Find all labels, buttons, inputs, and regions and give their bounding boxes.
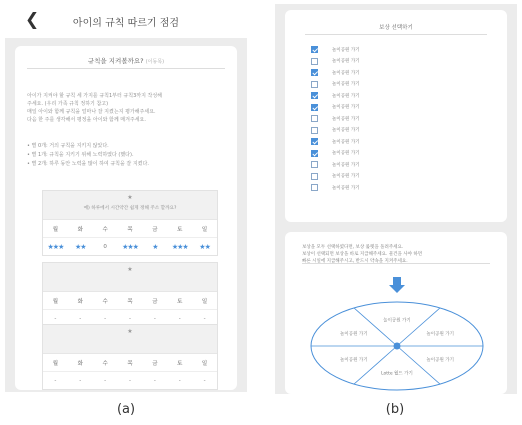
divider — [302, 263, 490, 264]
weekday-label: 목 — [127, 298, 133, 305]
reward-option[interactable] — [311, 56, 360, 68]
reward-option[interactable] — [311, 113, 360, 125]
instruction-line: 아이가 지켜야 할 규칙 세 가지를 규칙1부터 규칙3까지 작성해 — [27, 93, 162, 99]
weekly-rating-table — [42, 262, 218, 328]
weekday-label: 월 — [52, 360, 59, 367]
weekday-label: 월 — [52, 298, 59, 305]
checkbox-icon[interactable] — [311, 81, 318, 88]
rating-cell[interactable]: ★★★ — [122, 242, 138, 251]
wheel-segment-label: 놀이공원 가기 — [340, 331, 368, 337]
page-title: 아이의 규칙 따르기 점검 — [72, 18, 180, 29]
reward-option-label: 놀이공원 가기 — [332, 151, 360, 157]
wheel-segment-label: 놀이공원 가기 — [426, 358, 454, 364]
question-note: (이동목) — [145, 59, 165, 65]
reward-option-label: 놀이공원 가기 — [332, 162, 360, 168]
back-arrow-icon[interactable]: ❮ — [25, 10, 40, 30]
screen-b — [275, 4, 517, 394]
roulette-instructions — [302, 244, 482, 265]
rating-cell[interactable]: - — [203, 315, 206, 322]
rating-guide-item: • 별 0개: 거의 규칙을 지키지 않았다. — [27, 142, 217, 151]
divider — [27, 68, 225, 69]
rating-cell[interactable]: - — [104, 315, 107, 322]
rating-cell[interactable]: - — [79, 315, 82, 322]
rating-cell[interactable]: - — [104, 377, 107, 384]
rating-guide-item: • 별 1개: 규칙을 지키기 위해 노력하였다 (했다). — [27, 151, 217, 160]
checked-checkbox-icon[interactable] — [311, 104, 318, 111]
rating-row — [43, 238, 217, 255]
checkbox-icon[interactable] — [311, 58, 318, 65]
rating-cell[interactable]: - — [129, 377, 131, 384]
rating-cell[interactable]: ★★ — [75, 242, 86, 251]
checked-checkbox-icon[interactable] — [311, 92, 318, 99]
checkbox-icon[interactable] — [311, 115, 318, 122]
rating-cell[interactable]: - — [54, 377, 57, 384]
weekday-row — [43, 220, 217, 238]
reward-option[interactable] — [311, 182, 360, 194]
reward-option-label: 놀이공원 가기 — [332, 59, 360, 65]
screen-a — [5, 4, 247, 394]
rule-header — [43, 191, 217, 220]
caption-b: (b) — [385, 402, 405, 417]
reward-option[interactable] — [311, 159, 360, 171]
weekday-label: 화 — [77, 298, 83, 305]
checked-checkbox-icon[interactable] — [311, 138, 318, 145]
instruction-line: 매일 아이와 함께 규칙을 얼마나 잘 지켰는지 평가해주세요. — [27, 109, 156, 115]
weekday-label: 화 — [77, 226, 83, 233]
divider — [305, 34, 487, 35]
checkbox-icon[interactable] — [311, 127, 318, 134]
weekday-label: 토 — [177, 226, 183, 233]
reward-option[interactable] — [311, 171, 360, 183]
checkbox-icon[interactable] — [311, 161, 318, 168]
reward-roulette-wheel[interactable] — [303, 274, 491, 392]
weekday-label: 목 — [127, 360, 133, 367]
reward-option-label: 놀이공원 가기 — [332, 174, 360, 180]
rating-cell[interactable]: ★ — [152, 242, 158, 251]
star-icon: ★ — [127, 194, 133, 201]
reward-option[interactable] — [311, 125, 360, 137]
weekday-label: 수 — [102, 360, 108, 367]
reward-option-label: 놀이공원 가기 — [332, 70, 360, 76]
rating-cell[interactable]: - — [129, 315, 131, 322]
reward-option-label: 놀이공원 가기 — [332, 47, 360, 53]
reward-option[interactable] — [311, 44, 360, 56]
reward-option[interactable] — [311, 136, 360, 148]
question-text: 규칙을 지켜볼까요? — [87, 57, 144, 65]
wheel-segment-label: 놀이공원 가기 — [426, 331, 454, 337]
weekday-label: 금 — [152, 298, 158, 305]
reward-list — [311, 44, 360, 194]
next-card — [5, 392, 247, 396]
rating-guide — [27, 142, 217, 169]
roulette-instruction-line: 보상을 모두 선택하였다면, 보상 룰렛을 돌려주세요. — [302, 245, 404, 250]
checkbox-icon[interactable] — [311, 173, 318, 180]
app-header — [5, 4, 247, 38]
rating-cell[interactable]: 0 — [103, 243, 107, 250]
checkbox-icon[interactable] — [311, 184, 318, 191]
reward-option-label: 놀이공원 가기 — [332, 185, 360, 191]
weekday-label: 목 — [127, 226, 133, 233]
reward-option-label: 놀이공원 가기 — [332, 105, 360, 111]
roulette-instruction-line: 보상이 선택되면 보상을 바로 지급해주세요. 물건을 사야 하면 — [302, 252, 423, 257]
weekday-row — [43, 354, 217, 372]
roulette-instruction-line: 빠른 시일에 지급해주시고, 반드시 약속을 지켜주세요. — [302, 259, 408, 264]
instruction-line: 다음 한 주를 생각해서 평정을 아이와 함께 매겨주세요. — [27, 117, 146, 123]
caption-a: (a) — [116, 402, 136, 417]
checked-checkbox-icon[interactable] — [311, 69, 318, 76]
checked-checkbox-icon[interactable] — [311, 150, 318, 157]
weekday-label: 수 — [102, 298, 108, 305]
rating-cell[interactable]: - — [54, 315, 57, 322]
rating-cell[interactable]: - — [79, 377, 82, 384]
wheel-hub — [394, 343, 401, 350]
rating-row — [43, 372, 217, 389]
rating-cell[interactable]: ★★★ — [171, 242, 188, 251]
instruction-line: 주세요. (우리 가족 규칙 정하기 참고) — [27, 101, 109, 107]
rating-cell[interactable]: - — [178, 377, 181, 384]
weekday-label: 일 — [201, 226, 208, 233]
weekday-label: 월 — [52, 226, 59, 233]
rule-text[interactable]: 예) 하루에서 시간약간 쉽게 정해 주소 할까요? — [83, 206, 177, 211]
weekday-row — [43, 292, 217, 310]
reward-option-label: 놀이공원 가기 — [332, 116, 360, 122]
reward-option[interactable] — [311, 67, 360, 79]
rule-header — [43, 325, 217, 354]
reward-option[interactable] — [311, 148, 360, 160]
arrow-down-icon — [389, 277, 405, 293]
question-title — [15, 56, 237, 65]
reward-option-label: 놀이공원 가기 — [332, 139, 360, 145]
weekday-label: 일 — [201, 298, 208, 305]
rating-cell[interactable]: - — [153, 377, 156, 384]
weekly-rating-table — [42, 324, 218, 390]
wheel-segment-label: 놀이공원 가기 — [383, 318, 411, 324]
rating-guide-item: • 별 2개: 하루 동안 노력을 많이 하여 규칙을 잘 지켰다. — [27, 160, 217, 169]
rule-header — [43, 263, 217, 292]
weekday-label: 금 — [152, 226, 158, 233]
wheel-segment-label: 놀이공원 가기 — [340, 358, 368, 364]
weekday-label: 화 — [77, 360, 83, 367]
rating-cell[interactable]: - — [178, 315, 181, 322]
weekly-rating-table — [42, 190, 218, 256]
weekday-label: 토 — [177, 360, 183, 367]
weekday-label: 일 — [201, 360, 208, 367]
wheel-segment-label: Lotte 월드 가기 — [381, 371, 413, 377]
star-icon: ★ — [127, 266, 133, 273]
reward-select-title: 보상 선택하기 — [379, 25, 413, 31]
reward-option[interactable] — [311, 102, 360, 114]
weekday-label: 토 — [177, 298, 183, 305]
reward-option-label: 놀이공원 가기 — [332, 82, 360, 88]
reward-option[interactable] — [311, 90, 360, 102]
weekday-label: 수 — [102, 226, 108, 233]
rating-cell[interactable]: ★★ — [199, 242, 210, 251]
reward-option[interactable] — [311, 79, 360, 91]
rating-cell[interactable]: - — [153, 315, 156, 322]
reward-option-label: 놀이공원 가기 — [332, 128, 360, 134]
rating-cell[interactable]: ★★★ — [47, 242, 64, 251]
star-icon: ★ — [127, 328, 133, 335]
rating-cell[interactable]: - — [203, 377, 206, 384]
weekday-label: 금 — [152, 360, 158, 367]
instructions — [27, 92, 211, 124]
checked-checkbox-icon[interactable] — [311, 46, 318, 53]
reward-option-label: 놀이공원 가기 — [332, 93, 360, 99]
